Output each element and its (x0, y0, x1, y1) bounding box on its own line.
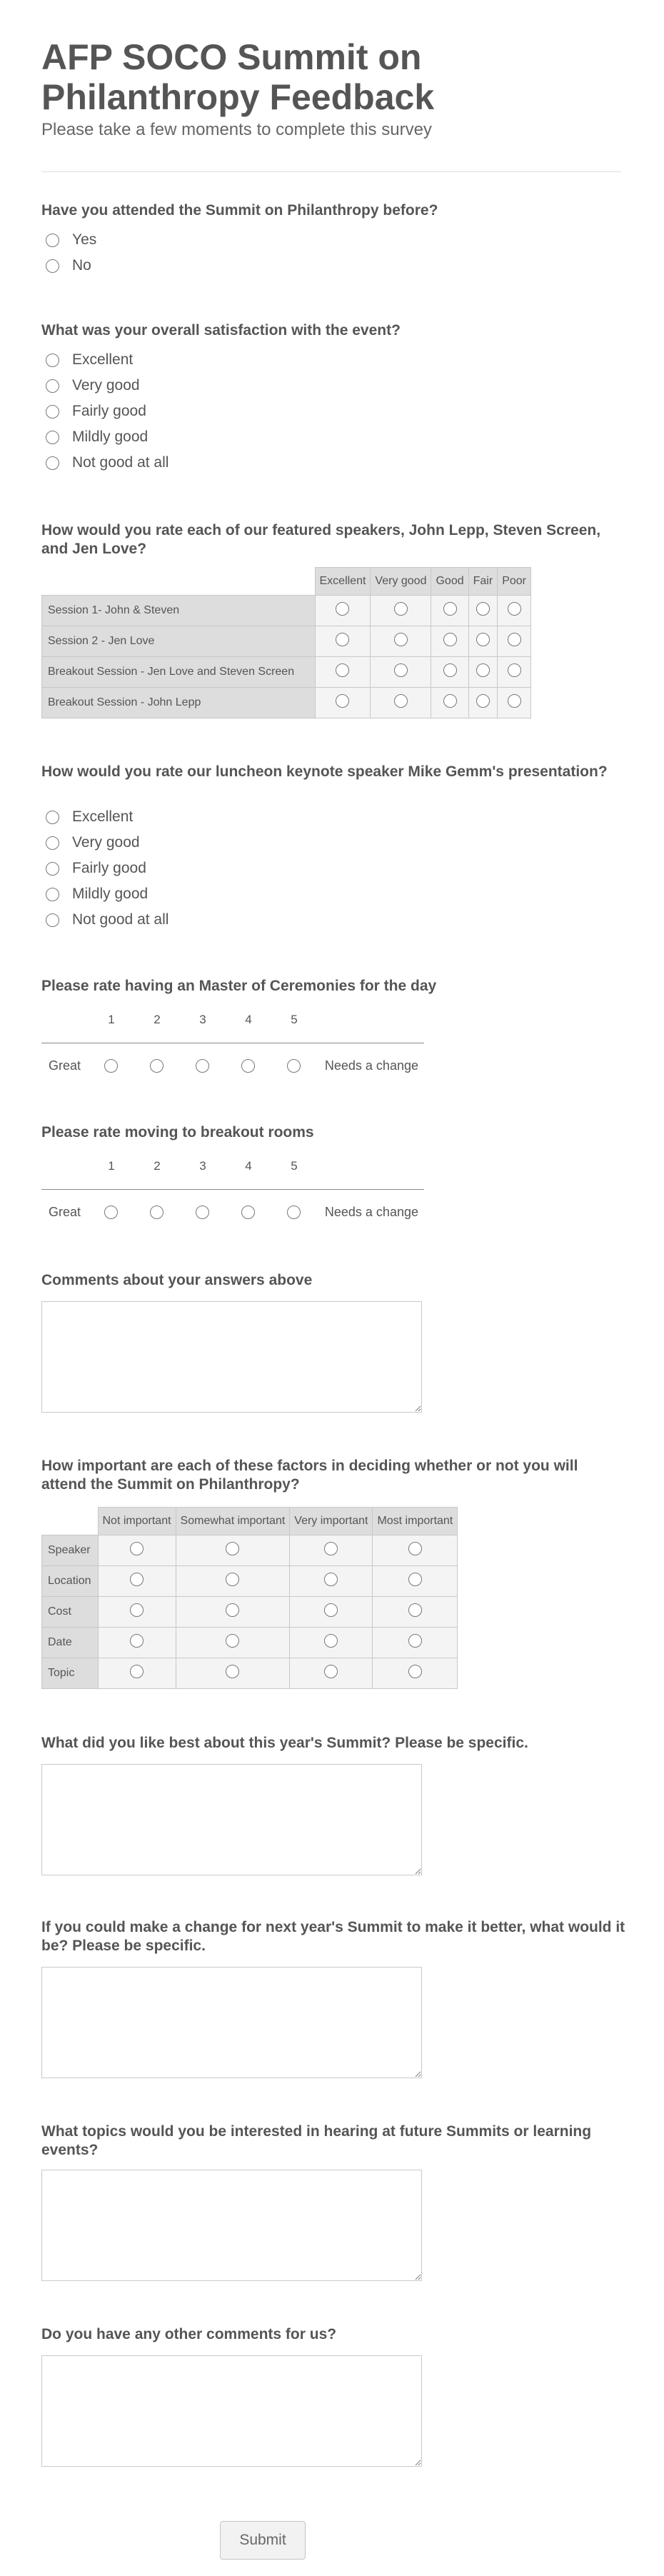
option-label: Mildly good (72, 886, 149, 902)
radio-button[interactable] (46, 405, 59, 419)
row-label: Cost (42, 1597, 99, 1628)
divider (41, 171, 621, 172)
change-next-year-textarea[interactable] (41, 1967, 422, 2078)
option-excellent[interactable] (46, 807, 133, 827)
radio-button[interactable] (46, 431, 59, 444)
column-header: Very good (371, 568, 431, 596)
radio-button[interactable] (196, 1206, 209, 1219)
radio-button[interactable] (104, 1059, 118, 1073)
scale-low-label: Great (49, 1205, 81, 1219)
scale-low-label: Great (49, 1058, 81, 1073)
option-mildly-good[interactable] (46, 427, 148, 447)
question-overall-satisfaction: What was your overall satisfaction with the event? (41, 322, 401, 339)
radio-button[interactable] (130, 1634, 144, 1648)
radio-button[interactable] (408, 1573, 422, 1586)
radio-button[interactable] (408, 1542, 422, 1555)
option-yes[interactable] (46, 230, 96, 250)
option-label: Yes (72, 231, 97, 248)
column-header: Good (431, 568, 468, 596)
option-label: Mildly good (72, 429, 149, 445)
radio-button[interactable] (394, 602, 408, 616)
scale-number: 5 (291, 1159, 298, 1173)
radio-button[interactable] (46, 456, 59, 470)
radio-button[interactable] (196, 1059, 209, 1073)
scale-number: 3 (199, 1159, 206, 1173)
option-mildly-good[interactable] (46, 884, 148, 904)
row-label: Breakout Session - Jen Love and Steven Screen (42, 657, 316, 688)
question-keynote-speaker: How would you rate our luncheon keynote speaker Mike Gemm's presentation? (41, 763, 608, 780)
question-breakout-rooms: Please rate moving to breakout rooms (41, 1124, 314, 1141)
radio-button[interactable] (408, 1603, 422, 1617)
radio-button[interactable] (476, 663, 490, 677)
row-label: Session 1- John & Steven (42, 596, 316, 626)
radio-button[interactable] (408, 1665, 422, 1678)
radio-button[interactable] (476, 694, 490, 708)
question-comments-above: Comments about your answers above (41, 1272, 313, 1288)
future-topics-textarea[interactable] (41, 2170, 422, 2281)
radio-button[interactable] (324, 1665, 338, 1678)
radio-button[interactable] (508, 633, 521, 646)
question-liked-best: What did you like best about this year's Summit? Please be specific. (41, 1735, 528, 1751)
radio-button[interactable] (226, 1573, 239, 1586)
question-important-factors: How important are each of these factors in deciding whether or not you will attend the Summit on Philanthropy? (41, 1458, 578, 1493)
radio-button[interactable] (336, 663, 349, 677)
radio-button[interactable] (287, 1059, 301, 1073)
column-header: Most important (373, 1508, 458, 1535)
scale-number: 2 (154, 1159, 161, 1173)
radio-button[interactable] (104, 1206, 118, 1219)
radio-button[interactable] (394, 694, 408, 708)
radio-button[interactable] (241, 1059, 255, 1073)
option-label: Not good at all (72, 454, 169, 471)
option-label: Very good (72, 834, 140, 851)
scale-number: 1 (108, 1013, 115, 1026)
speaker-rating-grid (41, 567, 531, 718)
question-attended-before: Have you attended the Summit on Philanthropy before? (41, 202, 438, 219)
radio-button[interactable] (226, 1665, 239, 1678)
radio-button[interactable] (46, 888, 59, 901)
radio-button[interactable] (324, 1634, 338, 1648)
radio-button[interactable] (130, 1665, 144, 1678)
row-label: Location (42, 1566, 99, 1597)
table-row (42, 596, 531, 626)
liked-best-textarea[interactable] (41, 1764, 422, 1875)
radio-button[interactable] (46, 836, 59, 850)
option-label: Not good at all (72, 911, 169, 928)
row-label: Breakout Session - John Lepp (42, 688, 316, 718)
table-row (42, 1535, 458, 1566)
column-header: Excellent (315, 568, 371, 596)
table-row (42, 1597, 458, 1628)
row-label: Topic (42, 1658, 99, 1689)
radio-button[interactable] (130, 1573, 144, 1586)
column-header: Very important (290, 1508, 373, 1535)
column-header: Poor (498, 568, 531, 596)
radio-button[interactable] (508, 602, 521, 616)
option-not-good[interactable] (46, 910, 168, 930)
column-header: Somewhat important (176, 1508, 290, 1535)
radio-button[interactable] (287, 1206, 301, 1219)
option-no[interactable] (46, 256, 91, 276)
radio-button[interactable] (336, 602, 349, 616)
radio-button[interactable] (336, 633, 349, 646)
radio-button[interactable] (394, 633, 408, 646)
scale-divider (41, 1189, 424, 1190)
radio-button[interactable] (443, 602, 457, 616)
form-title: AFP SOCO Summit on Philanthropy Feedback (41, 37, 435, 117)
option-label: Fairly good (72, 403, 146, 419)
radio-button[interactable] (476, 602, 490, 616)
option-fairly-good[interactable] (46, 858, 146, 878)
row-label: Date (42, 1628, 99, 1658)
question-rate-speakers: How would you rate each of our featured speakers, John Lepp, Steven Screen, and Jen Love? (41, 522, 601, 557)
option-label: No (72, 257, 91, 274)
table-row (42, 688, 531, 718)
option-label: Fairly good (72, 860, 146, 876)
table-row (42, 1566, 458, 1597)
scale-high-label: Needs a change (324, 1058, 418, 1073)
option-label: Very good (72, 377, 140, 394)
other-comments-textarea[interactable] (41, 2355, 422, 2467)
radio-button[interactable] (46, 354, 59, 367)
scale-number: 2 (154, 1013, 161, 1026)
row-label: Session 2 - Jen Love (42, 626, 316, 657)
radio-button[interactable] (226, 1634, 239, 1648)
question-change-next-year: If you could make a change for next year's Summit to make it better, what would it be? Please be specific. (41, 1919, 625, 1954)
scale-number: 3 (199, 1013, 206, 1026)
submit-button[interactable]: Submit (220, 2521, 306, 2560)
option-very-good[interactable] (46, 833, 140, 853)
option-excellent[interactable] (46, 350, 133, 370)
column-header: Not important (98, 1508, 176, 1535)
column-header: Fair (468, 568, 498, 596)
radio-button[interactable] (130, 1603, 144, 1617)
scale-high-label: Needs a change (324, 1205, 418, 1219)
row-label: Speaker (42, 1535, 99, 1566)
option-not-good[interactable] (46, 453, 168, 473)
radio-button[interactable] (150, 1206, 164, 1219)
radio-button[interactable] (46, 862, 59, 876)
radio-button[interactable] (324, 1573, 338, 1586)
scale-number: 5 (291, 1013, 298, 1026)
table-row (42, 1628, 458, 1658)
radio-button[interactable] (226, 1542, 239, 1555)
radio-button[interactable] (46, 379, 59, 393)
radio-button[interactable] (443, 633, 457, 646)
radio-button[interactable] (241, 1206, 255, 1219)
radio-button[interactable] (130, 1542, 144, 1555)
form-subtitle: Please take a few moments to complete this survey (41, 120, 432, 139)
radio-button[interactable] (394, 663, 408, 677)
radio-button[interactable] (150, 1059, 164, 1073)
scale-number: 4 (245, 1159, 252, 1173)
radio-button[interactable] (443, 694, 457, 708)
option-label: Excellent (72, 351, 134, 368)
radio-button[interactable] (336, 694, 349, 708)
option-label: Excellent (72, 808, 134, 825)
radio-button[interactable] (443, 663, 457, 677)
radio-button[interactable] (46, 259, 59, 273)
radio-button[interactable] (324, 1603, 338, 1617)
option-very-good[interactable] (46, 376, 140, 396)
radio-button[interactable] (408, 1634, 422, 1648)
radio-button[interactable] (46, 811, 59, 824)
scale-number: 1 (108, 1159, 115, 1173)
option-fairly-good[interactable] (46, 401, 146, 421)
radio-button[interactable] (476, 633, 490, 646)
radio-button[interactable] (324, 1542, 338, 1555)
radio-button[interactable] (226, 1603, 239, 1617)
comments-above-textarea[interactable] (41, 1301, 422, 1413)
scale-number: 4 (245, 1013, 252, 1026)
table-row (42, 626, 531, 657)
question-master-of-ceremonies: Please rate having an Master of Ceremonies for the day (41, 978, 437, 994)
radio-button[interactable] (46, 234, 59, 247)
table-row (42, 657, 531, 688)
table-row (42, 1658, 458, 1689)
radio-button[interactable] (46, 913, 59, 927)
question-future-topics: What topics would you be interested in hearing at future Summits or learning events? (41, 2123, 592, 2158)
radio-button[interactable] (508, 663, 521, 677)
factors-importance-grid (41, 1507, 458, 1689)
radio-button[interactable] (508, 694, 521, 708)
question-other-comments: Do you have any other comments for us? (41, 2326, 337, 2342)
